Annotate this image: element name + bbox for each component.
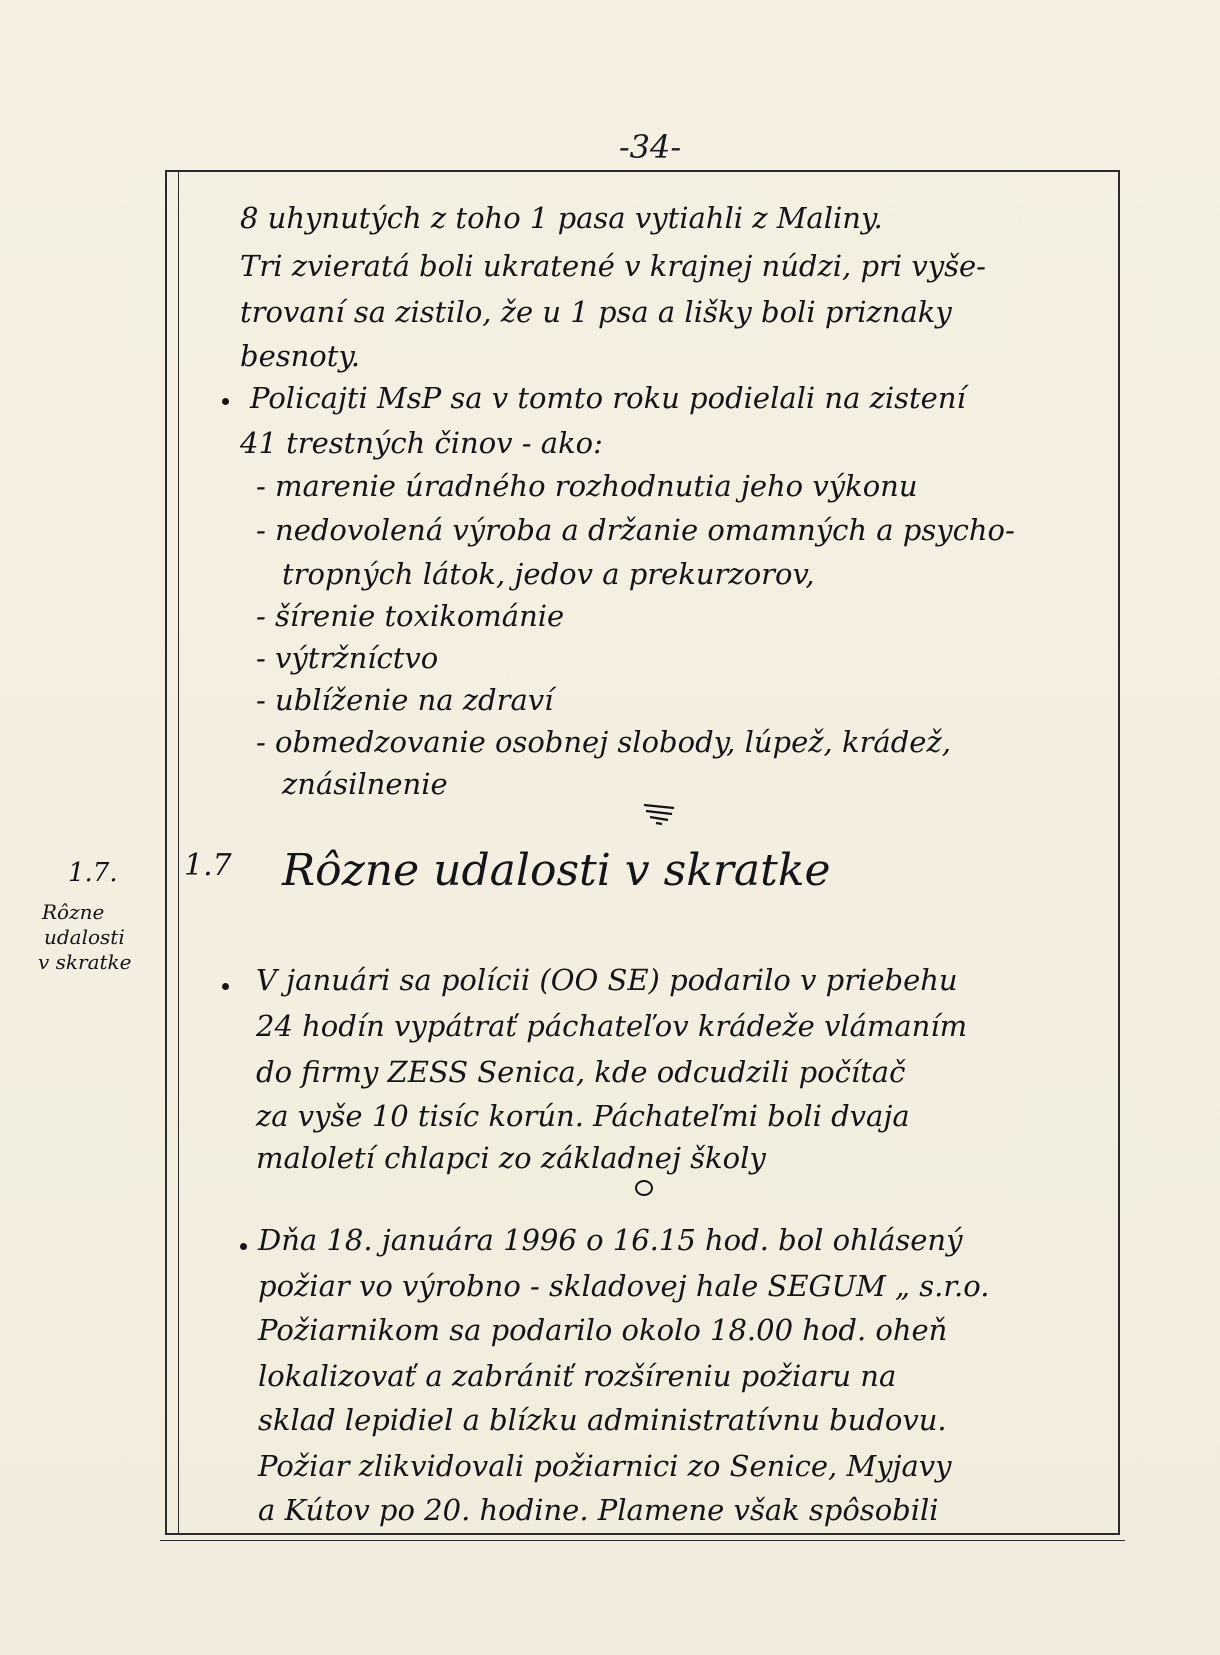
bullet-icon: [222, 398, 229, 405]
list-item-4: - výtržníctvo: [256, 641, 439, 675]
list-item-1: - marenie úradného rozhodnutia jeho výkonu: [256, 469, 918, 503]
paragraph2-line-3: Požiarnikom sa podarilo okolo 18.00 hod. oheň: [258, 1313, 948, 1347]
list-item-2: - nedovolená výroba a držanie omamných a psycho-: [256, 513, 1015, 547]
paragraph1-line-4: za vyše 10 tisíc korún. Páchateľmi boli dvaja: [256, 1099, 910, 1133]
margin-note-line-3: v skratke: [38, 950, 132, 974]
text-line-6: 41 trestných činov - ako:: [240, 426, 603, 460]
paragraph2-line-5: sklad lepidiel a blízku administratívnu budovu.: [258, 1403, 947, 1437]
paragraph1-line-1: V januári sa polícii (OO SE) podarilo v priebehu: [256, 963, 958, 997]
frame-inner-line: [178, 170, 179, 1535]
paragraph2-line-1: Dňa 18. januára 1996 o 16.15 hod. bol ohlásený: [258, 1223, 963, 1257]
list-item-6-cont: znásilnenie: [282, 767, 448, 801]
page-number: -34-: [618, 128, 682, 166]
paragraph2-line-4: lokalizovať a zabrániť rozšíreniu požiaru na: [258, 1359, 897, 1393]
margin-section-number: 1.7.: [68, 858, 118, 888]
section-number: 1.7: [184, 848, 232, 883]
margin-note-line-2: udalosti: [44, 925, 125, 949]
paragraph1-line-2: 24 hodín vypátrať páchateľov krádeže vlámaním: [256, 1009, 968, 1043]
paragraph1-line-3: do firmy ZESS Senica, kde odcudzili počítač: [256, 1055, 906, 1089]
bullet-icon: [222, 983, 229, 990]
list-item-6: - obmedzovanie osobnej slobody, lúpež, krádež,: [256, 725, 951, 759]
frame-bottom-line: [160, 1540, 1125, 1541]
paragraph2-line-2: požiar vo výrobno - skladovej hale SEGUM „ s.r.o.: [258, 1269, 990, 1303]
separator-mark-icon: [640, 800, 680, 826]
text-line-5: Policajti MsP sa v tomto roku podielali na zistení: [250, 381, 966, 415]
margin-note-line-1: Rôzne: [42, 900, 105, 924]
text-line-1: 8 uhynutých z toho 1 pasa vytiahli z Maliny.: [240, 201, 883, 235]
list-item-5: - ublíženie na zdraví: [256, 683, 554, 717]
text-line-3: trovaní sa zistilo, že u 1 psa a lišky boli priznaky: [240, 295, 952, 329]
list-item-3: - šírenie toxikománie: [256, 599, 565, 633]
bullet-icon: [240, 1243, 247, 1250]
paragraph2-line-6: Požiar zlikvidovali požiarnici zo Senice, Myjavy: [258, 1449, 952, 1483]
paragraph1-line-5: maloletí chlapci zo základnej školy: [256, 1141, 766, 1175]
section-title: Rôzne udalosti v skratke: [282, 845, 831, 896]
list-item-2-cont: tropných látok, jedov a prekurzorov,: [282, 557, 815, 591]
circle-mark-icon: [635, 1180, 653, 1196]
paragraph2-line-7: a Kútov po 20. hodine. Plamene však spôsobili: [258, 1493, 939, 1527]
text-line-4: besnoty.: [240, 339, 361, 373]
text-line-2: Tri zvieratá boli ukratené v krajnej núdzi, pri vyše-: [240, 249, 986, 283]
